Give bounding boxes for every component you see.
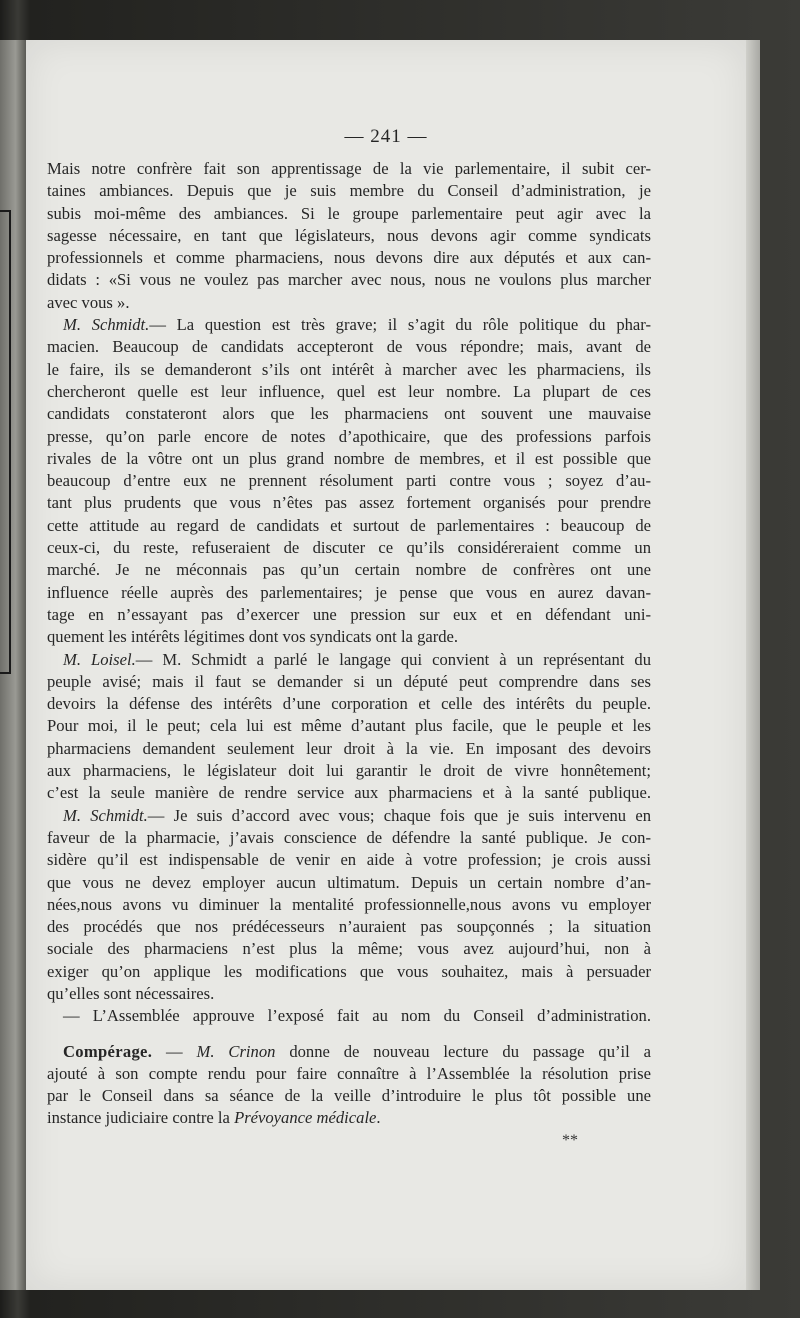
document-page: [26, 40, 746, 1290]
text-line: ceux-ci, du reste, refuseraient de discuter ce qu’ils considéreraient comme un: [47, 538, 651, 558]
text-line: chercheront quelle est leur influence, quel est leur nombre. La plupart de ces: [47, 381, 651, 401]
speaker-name: M. Schmidt.: [63, 315, 150, 335]
paragraph-schmidt-2: [47, 805, 651, 827]
speaker-name: M. Schmidt.: [63, 805, 148, 825]
text-line: sagesse nécessaire, en tant que législateurs, nous devons agir comme syndicats: [47, 225, 651, 245]
text-line: tage en n’essayant pas d’exercer une pression sur eux et en défendant uni-: [47, 604, 651, 624]
text-line: ajouté à son compte rendu pour faire connaître à l’Assemblée la résolution prise: [47, 1063, 651, 1083]
page-number: — 241 —: [344, 126, 428, 147]
comperage-paragraph: [47, 1041, 651, 1063]
text-line: taines ambiances. Depuis que je suis membre du Conseil d’administration, je: [47, 181, 651, 201]
text-line: nées,nous avons vu diminuer la mentalité professionnelle,nous avons vu employer: [47, 894, 651, 914]
text-line: candidats constateront alors que les pharmaciens ont souvent une mauvaise: [47, 404, 651, 424]
margin-bracket: [0, 210, 11, 674]
text-line: aux pharmaciens, le législateur doit lui garantir le droit de vivre honnêtement;: [47, 761, 651, 781]
text-line: subis moi-même des ambiances. Si le groupe parlementaire peut agir avec la: [47, 203, 651, 223]
italic-title: Prévoyance médicale: [234, 1108, 377, 1128]
text-line: sidère qu’il est indispensable de venir en aide à votre profession; je crois aussi: [47, 850, 651, 870]
text-line: didats : «Si vous ne voulez pas marcher avec nous, nous ne voulons plus marcher: [47, 270, 651, 290]
previous-page-edge: [0, 40, 26, 1290]
text-line: quement les intérêts légitimes dont vos syndicats ont la garde.: [47, 627, 459, 647]
speaker-name: M. Crinon: [196, 1041, 276, 1061]
text-line: — La question est très grave; il s’agit du rôle politique du phar-: [149, 315, 651, 335]
text-line: Mais notre confrère fait son apprentissage de la vie parlementaire, il subit cer-: [47, 159, 651, 178]
text-line: qu’elles sont nécessaires.: [47, 983, 215, 1003]
text-line: [47, 1107, 651, 1129]
section-stars: **: [562, 1132, 578, 1149]
text-line: faveur de la pharmacie, j’avais conscience de défendre la santé publique. Je con-: [47, 827, 651, 847]
text-line: c’est la seule manière de rendre service aux pharmaciens et à la santé publique.: [47, 783, 651, 803]
text-line: cette attitude au regard de candidats et surtout de parlementaires : beaucoup de: [47, 515, 651, 535]
text-line: macien. Beaucoup de candidats accepteront de vous répondre; mais, avant de: [47, 337, 651, 357]
text-line: marché. Je ne méconnais pas qu’un certain nombre de confrères ont une: [47, 560, 651, 580]
text-line: — M. Schmidt a parlé le langage qui convient à un représentant du: [135, 649, 652, 669]
text-line: professionnels et comme pharmaciens, nous devons dire aux députés et aux can-: [47, 248, 651, 268]
next-page-edge: [746, 40, 760, 1290]
text-line: que vous ne devez employer aucun ultimatum. Depuis un certain nombre d’an-: [47, 872, 651, 892]
text-line: presse, qu’on parle encore de notes d’apothicaire, que des professions parfois: [47, 426, 651, 446]
section-gap: [47, 1028, 651, 1041]
text-segment: .: [376, 1108, 381, 1128]
text-line: le faire, ils se demanderont s’ils ont intérêt à marcher avec les pharmaciens, ils: [47, 359, 651, 379]
section-heading: Compérage.: [63, 1041, 153, 1061]
text-line: peuple avisé; mais il faut se demander si un député peut comprendre dans ses: [47, 671, 651, 691]
text-line: pharmaciens demandent seulement leur droit à la vie. En imposant des devoirs: [47, 738, 651, 758]
text-line: — Je suis d’accord avec vous; chaque fois que je suis intervenu en: [147, 805, 651, 825]
text-line: influence réelle auprès des parlementaires; je pense que vous en aurez davan-: [47, 582, 651, 602]
text-line: tant plus prudents que vous n’êtes pas assez fortement organisés pour prendre: [47, 493, 651, 513]
text-line: Pour moi, il le peut; cela lui est même d’autant plus facile, que le peuple et les: [47, 716, 651, 736]
text-line: devoirs la défense des intérêts d’une corporation et celle des intérêts du peuple.: [47, 694, 651, 714]
assembly-approval: — L’Assemblée approuve l’exposé fait au nom du Conseil d’administration.: [63, 1006, 651, 1026]
speaker-name: M. Loisel.: [63, 649, 136, 669]
text-line: des procédés que nos prédécesseurs n’auraient pas soupçonnés ; la situation: [47, 917, 651, 937]
paragraph-loisel: [47, 649, 651, 671]
text-line: par le Conseil dans sa séance de la veille d’introduire le plus tôt possible une: [47, 1086, 651, 1106]
text-segment: instance judiciaire contre la: [47, 1108, 235, 1128]
text-line: sociale des pharmaciens n’est plus la même; vous avez aujourd’hui, non à: [47, 939, 651, 959]
paragraph-schmidt-1: [47, 314, 651, 336]
body-text: [47, 158, 651, 1130]
text-line: rivales de la vôtre ont un plus grand nombre de membres, et il est possible que: [47, 448, 651, 468]
text-line: avec vous ».: [47, 292, 130, 312]
heading-dash: —: [152, 1041, 197, 1061]
text-line: donne de nouveau lecture du passage qu’il a: [275, 1041, 651, 1061]
text-line: beaucoup d’entre eux ne prennent résolument parti contre vous ; soyez d’au-: [47, 471, 651, 491]
text-line: exiger qu’on applique les modifications que vous souhaitez, mais à persuader: [47, 961, 651, 981]
